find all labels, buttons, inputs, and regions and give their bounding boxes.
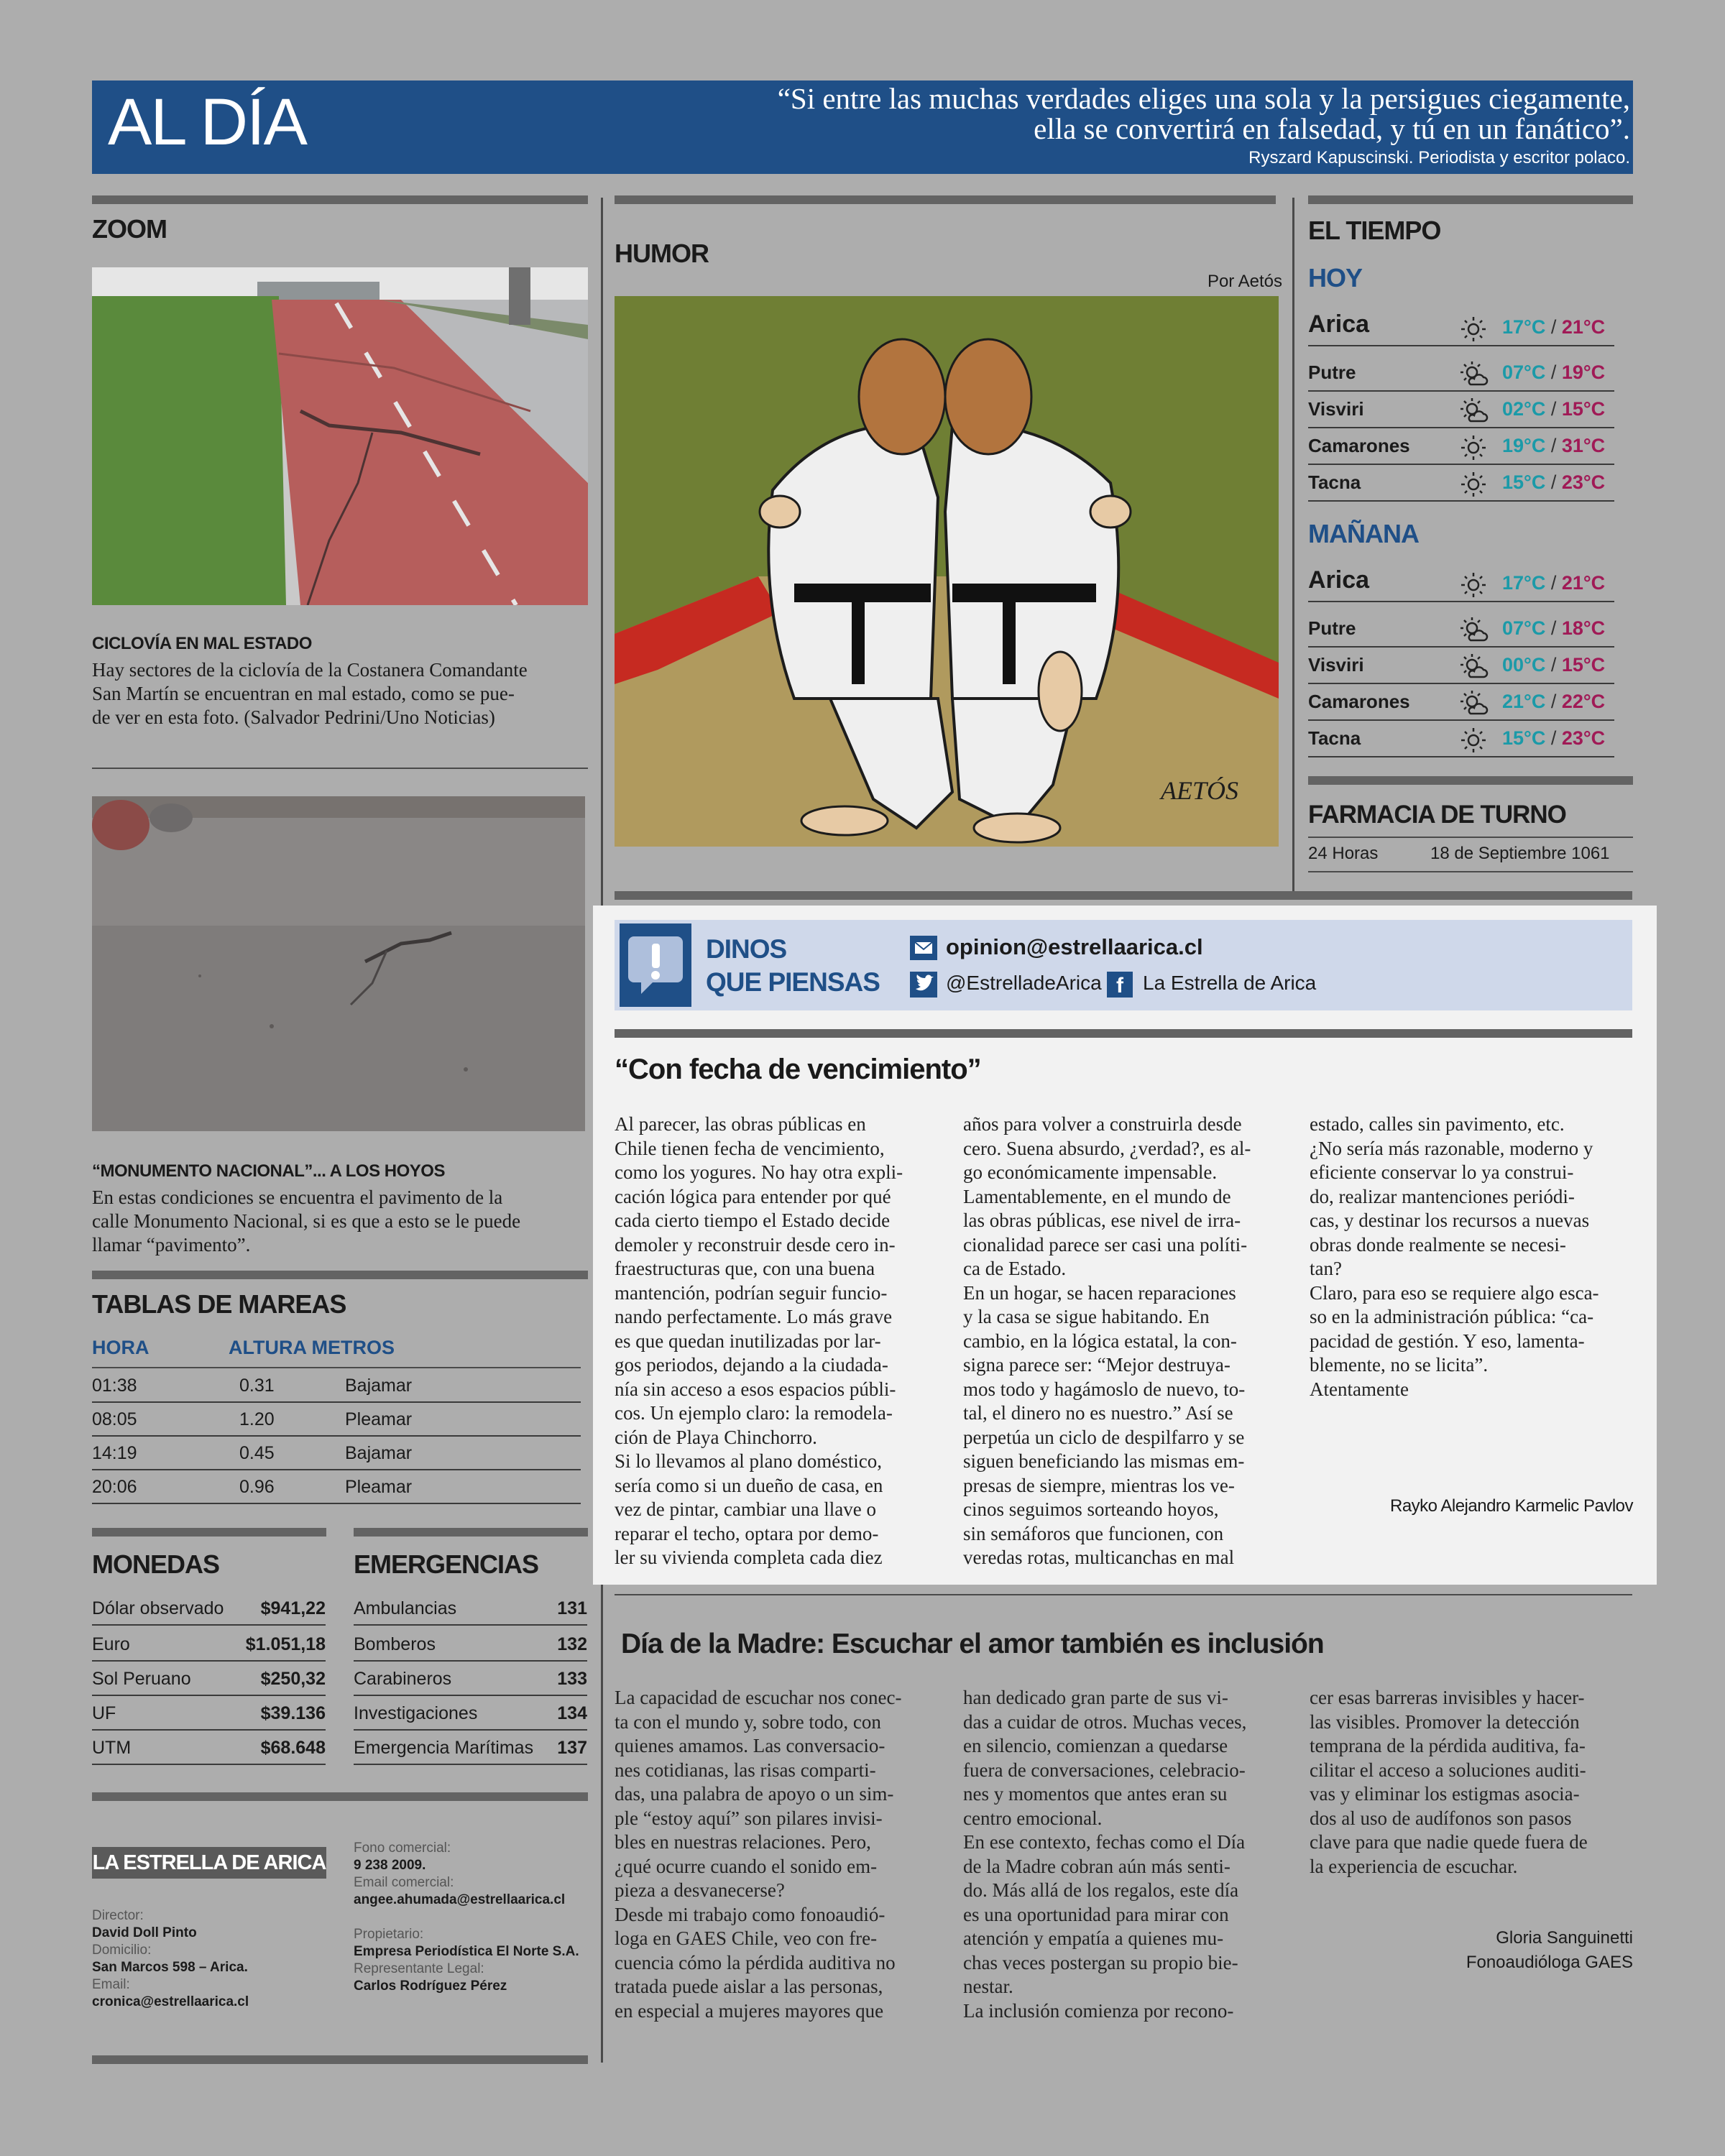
emergency-label: Ambulancias [354, 1598, 457, 1618]
article-line: cos. Un ejemplo claro: la remodela- [615, 1402, 893, 1424]
article-line: estado, calles sin pavimento, etc. [1310, 1113, 1565, 1135]
article-line: Chile tienen fecha de vencimiento, [615, 1137, 885, 1159]
weather-city: Tacna [1308, 727, 1361, 749]
masthead-value: David Doll Pinto [92, 1925, 197, 1940]
article-line: reparar el techo, optara por demo- [615, 1522, 879, 1544]
caption-title: “MONUMENTO NACIONAL”... A LOS HOYOS [92, 1161, 445, 1181]
article-line: pacidad de gestión. Y eso, lamenta- [1310, 1330, 1585, 1352]
article-line: mantención, podrían seguir funcio- [615, 1281, 888, 1304]
weather-row [1308, 566, 1614, 602]
emergency-number: 137 [557, 1738, 587, 1758]
article-line: la experiencia de escuchar. [1310, 1855, 1518, 1877]
article-line: ta con el mundo y, sobre todo, con [615, 1710, 881, 1733]
article-line: como los yogures. No hay otra expli- [615, 1161, 903, 1183]
article-line: fuera de conversaciones, celebracio- [963, 1759, 1246, 1781]
weather-city: Putre [1308, 361, 1356, 383]
masthead-label: Propietario: [354, 1927, 424, 1942]
masthead-right [354, 1840, 591, 1995]
article-line: vez de pintar, cambiar una llave o [615, 1498, 876, 1520]
section-rule [92, 2055, 588, 2064]
article-line: Atentamente [1310, 1378, 1409, 1400]
letter2-title: Día de la Madre: Escuchar el amor también es inclusión [621, 1628, 1324, 1659]
weather-city: Visviri [1308, 654, 1364, 676]
article-line: das, una palabra de apoyo o un sim- [615, 1783, 894, 1805]
article-line: centro emocional. [963, 1807, 1103, 1829]
tides-height-header: ALTURA METROS [229, 1337, 395, 1358]
article-line: tan? [1310, 1258, 1342, 1279]
article-line: Si lo llevamos al plano doméstico, [615, 1450, 882, 1472]
tide-row [92, 1402, 581, 1437]
tide-hour: 08:05 [92, 1409, 137, 1429]
cartoon-judo [615, 296, 1279, 847]
currency-row [92, 1662, 326, 1696]
tide-row [92, 1470, 581, 1504]
emergencies-title: EMERGENCIAS [354, 1549, 539, 1579]
sun-icon [1458, 571, 1489, 603]
article-line: En un hogar, se hacen reparaciones [963, 1281, 1236, 1304]
column-divider [1292, 198, 1294, 895]
temp-max: 23°C [1561, 471, 1606, 493]
tide-row [92, 1368, 581, 1403]
article-line: bles en nuestras relaciones. Pero, [615, 1831, 871, 1853]
article-line: Lamentablemente, en el mundo de [963, 1185, 1231, 1207]
currency-label: Dólar observado [92, 1598, 224, 1618]
article-line: ¿No sería más razonable, moderno y [1310, 1137, 1593, 1159]
pharmacy-hours: 24 Horas [1308, 844, 1379, 863]
currency-value: $68.648 [260, 1738, 326, 1758]
contact-heading-line: QUE PIENSAS [706, 967, 880, 997]
temp-min: 17°C [1502, 316, 1546, 338]
tide-hour: 20:06 [92, 1477, 137, 1497]
tide-hour: 14:19 [92, 1443, 137, 1463]
article-line: en silencio, comienzan a quedarse [963, 1735, 1228, 1756]
weather-temps: 00°C / 15°C [1502, 654, 1606, 676]
temp-max: 19°C [1561, 361, 1606, 383]
currency-value: $250,32 [260, 1669, 326, 1689]
emergency-label: Emergencia Marítimas [354, 1738, 534, 1758]
currency-label: Sol Peruano [92, 1669, 191, 1689]
weather-tomorrow-label: MAÑANA [1308, 519, 1419, 548]
masthead-value: Carlos Rodríguez Pérez [354, 1978, 507, 1994]
weather-temps: 19°C / 31°C [1502, 435, 1606, 456]
section-rule [615, 1029, 1632, 1038]
tides-hour-header: HORA [92, 1337, 150, 1358]
article-line: signa parece ser: “Mejor destruya- [963, 1354, 1230, 1376]
masthead-label: Representante Legal: [354, 1961, 484, 1976]
weather-row [1308, 310, 1614, 346]
masthead-value: angee.ahumada@estrellaarica.cl [354, 1892, 566, 1907]
currencies-title: MONEDAS [92, 1549, 220, 1579]
caption-title: CICLOVÍA EN MAL ESTADO [92, 634, 312, 653]
tide-height: 0.96 [239, 1477, 275, 1497]
road-photo [92, 796, 585, 1131]
article-line: En ese contexto, fechas como el Día [963, 1831, 1246, 1853]
masthead-label: Domicilio: [92, 1943, 152, 1958]
currency-value: $1.051,18 [245, 1634, 326, 1654]
masthead-value: cronica@estrellaarica.cl [92, 1994, 249, 2009]
caption-line: llamar “pavimento”. [92, 1234, 251, 1256]
emergency-number: 134 [557, 1703, 587, 1723]
article-line: blemente, no se licita”. [1310, 1354, 1489, 1376]
article-line: das a cuidar de otros. Muchas veces, [963, 1710, 1247, 1733]
weather-temps: 02°C / 15°C [1502, 398, 1606, 420]
emergency-label: Bomberos [354, 1634, 436, 1654]
letter2-column-3 [1310, 1686, 1647, 1879]
weather-row [1308, 722, 1614, 757]
contact-email-link[interactable]: opinion@estrellaarica.cl [946, 934, 1203, 959]
article-line: cionalidad parece ser casi una políti- [963, 1233, 1248, 1256]
article-line: ple “estoy aquí” son pilares invisi- [615, 1807, 883, 1829]
article-line: cada cierto tiempo el Estado decide [615, 1210, 891, 1231]
article-line: quienes amamos. Las conversacio- [615, 1735, 886, 1756]
section-rule [1308, 195, 1633, 204]
article-line: ca de Estado. [963, 1258, 1067, 1279]
article-line: so en la administración pública: “ca- [1310, 1306, 1594, 1327]
twitter-icon [910, 972, 937, 998]
caption-line: San Martín se encuentran en mal estado, como se pue- [92, 683, 515, 704]
tide-type: Pleamar [345, 1409, 413, 1429]
caption-line: de ver en esta foto. (Salvador Pedrini/Uno Noticias) [92, 706, 495, 728]
emergency-number: 132 [557, 1634, 587, 1654]
masthead-label: Fono comercial: [354, 1841, 451, 1856]
weather-city: Visviri [1308, 398, 1364, 420]
letter1-title: “Con fecha de vencimiento” [615, 1054, 981, 1085]
weather-temps: 17°C / 21°C [1502, 316, 1606, 338]
section-rule [92, 1528, 326, 1537]
article-line: siguen beneficiando las mismas em- [963, 1450, 1245, 1472]
emergency-row [354, 1627, 587, 1662]
currency-row [92, 1591, 326, 1626]
section-rule [615, 195, 1276, 204]
bike-lane-photo [92, 267, 588, 605]
quote-author: Ryszard Kapuscinski. Periodista y escritor polaco. [1248, 148, 1630, 167]
header-quote [624, 83, 1630, 144]
letter2-column-2 [963, 1686, 1301, 2023]
currency-label: UTM [92, 1738, 132, 1758]
article-line: sin semáforos que funcionen, con [963, 1522, 1224, 1544]
section-rule [354, 1528, 588, 1537]
currency-row [92, 1627, 326, 1662]
temp-min: 19°C [1502, 435, 1546, 456]
sun-cloud-icon [1458, 360, 1489, 392]
article-line: go económicamente impensable. [963, 1161, 1218, 1183]
article-line: ler su vivienda completa cada diez [615, 1547, 883, 1568]
article-line: loga en GAES Chile, veo con fre- [615, 1927, 878, 1949]
letter2-author: Gloria Sanguinetti [1496, 1928, 1633, 1948]
article-line: clave para que nadie quede fuera de [1310, 1831, 1588, 1853]
emergency-label: Investigaciones [354, 1703, 478, 1723]
masthead-label: Director: [92, 1908, 144, 1923]
article-line: Al parecer, las obras públicas en [615, 1113, 866, 1135]
article-line: veredas rotas, multicanchas en mal [963, 1547, 1235, 1568]
article-line: do. Más allá de los regalos, este día [963, 1879, 1239, 1901]
masthead-value: Empresa Periodística El Norte S.A. [354, 1944, 579, 1959]
weather-row [1308, 392, 1614, 428]
article-line: mos todo y hagámoslo de nuevo, to- [963, 1378, 1246, 1400]
article-line: las visibles. Promover la detección [1310, 1710, 1580, 1733]
article-line: cambio, en la lógica estatal, la con- [963, 1330, 1237, 1352]
contact-heading-line: DINOS [706, 934, 787, 964]
letter2-author-role: Fonoaudióloga GAES [1466, 1953, 1633, 1972]
temp-max: 15°C [1561, 398, 1606, 420]
letter1-column-3 [1310, 1112, 1647, 1401]
article-line: cer esas barreras invisibles y hacer- [1310, 1687, 1585, 1708]
article-line: presas de siempre, mientras los ve- [963, 1474, 1235, 1496]
divider [92, 768, 588, 769]
letter2-column-1 [615, 1686, 952, 2023]
article-line: ción de Playa Chinchorro. [615, 1426, 817, 1448]
facebook-icon: f [1107, 972, 1133, 998]
currency-row [92, 1731, 326, 1765]
weather-city: Camarones [1308, 435, 1410, 456]
masthead-left [92, 1907, 322, 2011]
sun-cloud-icon [1458, 653, 1489, 685]
article-line: y la casa se sigue habitando. En [963, 1306, 1210, 1327]
humor-title: HUMOR [615, 239, 709, 268]
letter1-column-2 [963, 1112, 1301, 1570]
article-line: fraestructuras que, con una buena [615, 1258, 875, 1279]
section-rule [92, 195, 588, 204]
masthead-value: 9 238 2009. [354, 1858, 426, 1873]
article-line: de la Madre cobran aún más senti- [963, 1855, 1230, 1877]
tide-type: Bajamar [345, 1376, 413, 1396]
tide-hour: 01:38 [92, 1376, 137, 1396]
article-line: cación lógica para entender por qué [615, 1185, 891, 1207]
temp-min: 07°C [1502, 361, 1546, 383]
article-line: cero. Suena absurdo, ¿verdad?, es al- [963, 1137, 1251, 1159]
newspaper-logo: LA ESTRELLA DE ARICA [92, 1847, 326, 1879]
letter1-column-1 [615, 1112, 952, 1570]
section-title: AL DÍA [108, 86, 307, 159]
letter1-author: Rayko Alejandro Karmelic Pavlov [1390, 1496, 1633, 1516]
exclamation-bubble-icon [620, 923, 691, 1007]
article-line: La inclusión comienza por recono- [963, 1999, 1234, 2022]
pharmacy-title: FARMACIA DE TURNO [1308, 801, 1566, 829]
sun-icon [1458, 470, 1489, 502]
pharmacy-address: 18 de Septiembre 1061 [1430, 844, 1610, 863]
currency-row [92, 1696, 326, 1731]
weather-temps: 21°C / 22°C [1502, 691, 1606, 712]
section-rule [92, 1792, 588, 1801]
article-line: gos periodos, dejando a la ciudada- [615, 1354, 888, 1376]
article-line: La capacidad de escuchar nos conec- [615, 1687, 902, 1708]
weather-row [1308, 356, 1614, 392]
weather-city: Arica [1308, 310, 1370, 338]
sun-icon [1458, 433, 1489, 466]
cartoon-signature: AETÓS [1161, 776, 1238, 805]
temp-min: 15°C [1502, 471, 1546, 493]
quote-line: ella se convertirá en falsedad, y tú en un fanático”. [1034, 112, 1630, 145]
article-line: do, realizar mantenciones periódi- [1310, 1185, 1575, 1207]
article-line: perpetúa un ciclo de despilfarro y se [963, 1426, 1245, 1448]
zoom-title: ZOOM [92, 214, 167, 244]
section-rule [92, 1271, 588, 1279]
temp-max: 21°C [1561, 316, 1606, 338]
article-line: las obras públicas, ese nivel de irra- [963, 1210, 1241, 1231]
weather-today-label: HOY [1308, 263, 1363, 292]
emergency-row [354, 1696, 587, 1731]
caption-line: Hay sectores de la ciclovía de la Costanera Comandante [92, 659, 528, 681]
emergency-row [354, 1731, 587, 1765]
caption-body [92, 1186, 595, 1257]
article-line: temprana de la pérdida auditiva, fa- [1310, 1735, 1586, 1756]
emergency-number: 131 [557, 1598, 587, 1618]
article-line: dos al uso de audífonos son pasos [1310, 1807, 1572, 1829]
divider [1308, 871, 1633, 872]
article-line: en especial a mujeres mayores que [615, 1999, 884, 2022]
section-rule [1308, 776, 1633, 785]
tide-height: 0.31 [239, 1376, 275, 1396]
sun-cloud-icon [1458, 616, 1489, 648]
temp-max: 23°C [1561, 727, 1606, 749]
weather-temps: 07°C / 18°C [1502, 617, 1606, 639]
emergency-row [354, 1662, 587, 1696]
tide-height: 1.20 [239, 1409, 275, 1429]
mail-icon [910, 936, 937, 960]
letter2-signature [1466, 1926, 1633, 1975]
sun-cloud-icon [1458, 397, 1489, 429]
quote-line: “Si entre las muchas verdades eliges una sola y la persigues ciegamente, [777, 82, 1630, 115]
article-line: cas, y destinar los recursos a nuevas [1310, 1210, 1590, 1231]
temp-max: 22°C [1561, 691, 1606, 712]
currency-value: $941,22 [260, 1598, 326, 1618]
article-line: nía sin acceso a esos espacios públi- [615, 1378, 896, 1400]
emergency-label: Carabineros [354, 1669, 452, 1689]
masthead-label: Email: [92, 1977, 130, 1992]
article-line: cinos seguimos sorteando hoyos, [963, 1498, 1219, 1520]
article-line: vas y eliminar los estigmas asocia- [1310, 1783, 1580, 1805]
article-line: es que quedan inutilizadas por lar- [615, 1330, 881, 1352]
weather-city: Camarones [1308, 691, 1410, 712]
weather-row [1308, 429, 1614, 465]
tide-type: Bajamar [345, 1443, 413, 1463]
sun-cloud-icon [1458, 689, 1489, 722]
article-line: chas veces postergan su propio bie- [963, 1951, 1238, 1973]
weather-city: Tacna [1308, 471, 1361, 493]
weather-title: EL TIEMPO [1308, 216, 1441, 245]
article-line: tal, el dinero no es nuestro.” Así se [963, 1402, 1233, 1424]
sun-icon [1458, 726, 1489, 758]
article-line: eficiente conservar lo ya construi- [1310, 1161, 1574, 1183]
article-line: tratada puede aislar a las personas, [615, 1976, 883, 1997]
weather-temps: 15°C / 23°C [1502, 727, 1606, 749]
weather-temps: 15°C / 23°C [1502, 471, 1606, 493]
currency-label: Euro [92, 1634, 130, 1654]
article-line: cilitar el acceso a soluciones auditi- [1310, 1759, 1586, 1781]
article-line: demoler y reconstruir desde cero in- [615, 1233, 896, 1256]
tide-height: 0.45 [239, 1443, 275, 1463]
temp-min: 21°C [1502, 691, 1546, 712]
emergency-row [354, 1591, 587, 1626]
divider [1308, 837, 1633, 838]
tides-title: TABLAS DE MAREAS [92, 1289, 346, 1319]
temp-min: 02°C [1502, 398, 1546, 420]
article-line: nando perfectamente. Lo más grave [615, 1306, 893, 1327]
article-line: han dedicado gran parte de sus vi- [963, 1687, 1228, 1708]
weather-row [1308, 466, 1614, 502]
divider [615, 1594, 1632, 1595]
weather-city: Putre [1308, 617, 1356, 639]
article-line: nes cotidianas, las risas comparti- [615, 1759, 876, 1781]
temp-min: 15°C [1502, 727, 1546, 749]
weather-city: Arica [1308, 566, 1370, 594]
contact-facebook-link[interactable]: La Estrella de Arica [1143, 972, 1317, 994]
contact-twitter-link[interactable]: @EstrelladeArica [946, 972, 1102, 994]
article-line: pieza a desvanecerse? [615, 1879, 785, 1901]
temp-min: 00°C [1502, 654, 1546, 676]
sun-icon [1458, 315, 1489, 347]
temp-max: 31°C [1561, 435, 1606, 456]
article-line: sería como si un dueño de casa, en [615, 1474, 883, 1496]
article-line: cuencia cómo la pérdida auditiva no [615, 1951, 896, 1973]
article-line: atención y empatía a quienes mu- [963, 1927, 1224, 1949]
temp-max: 21°C [1561, 572, 1606, 594]
article-line: nes y momentos que antes eran su [963, 1783, 1228, 1805]
article-line: obras donde realmente se necesi- [1310, 1233, 1566, 1256]
caption-body [92, 658, 595, 729]
tide-type: Pleamar [345, 1477, 413, 1497]
weather-row [1308, 648, 1614, 684]
caption-line: En estas condiciones se encuentra el pavimento de la [92, 1187, 503, 1208]
tide-row [92, 1436, 581, 1470]
temp-min: 07°C [1502, 617, 1546, 639]
article-line: años para volver a construirla desde [963, 1113, 1242, 1135]
temp-max: 15°C [1561, 654, 1606, 676]
caption-line: calle Monumento Nacional, si es que a esto se le puede [92, 1210, 521, 1232]
temp-min: 17°C [1502, 572, 1546, 594]
masthead-label: Email comercial: [354, 1875, 454, 1890]
section-rule [615, 891, 1632, 900]
weather-temps: 17°C / 21°C [1502, 572, 1606, 594]
humor-credit: Por Aetós [1207, 272, 1282, 291]
article-line: es una oportunidad para mirar con [963, 1903, 1229, 1925]
emergency-number: 133 [557, 1669, 587, 1689]
temp-max: 18°C [1561, 617, 1606, 639]
masthead-value: San Marcos 598 – Arica. [92, 1960, 248, 1975]
article-line: nestar. [963, 1976, 1013, 1997]
currency-label: UF [92, 1703, 116, 1723]
weather-row [1308, 685, 1614, 721]
weather-temps: 07°C / 19°C [1502, 361, 1606, 383]
article-line: ¿qué ocurre cuando el sonido em- [615, 1855, 878, 1877]
article-line: Claro, para eso se requiere algo esca- [1310, 1281, 1599, 1304]
article-line: Desde mi trabajo como fonoaudió- [615, 1903, 886, 1925]
currency-value: $39.136 [260, 1703, 326, 1723]
contact-heading [706, 933, 880, 999]
weather-row [1308, 612, 1614, 648]
